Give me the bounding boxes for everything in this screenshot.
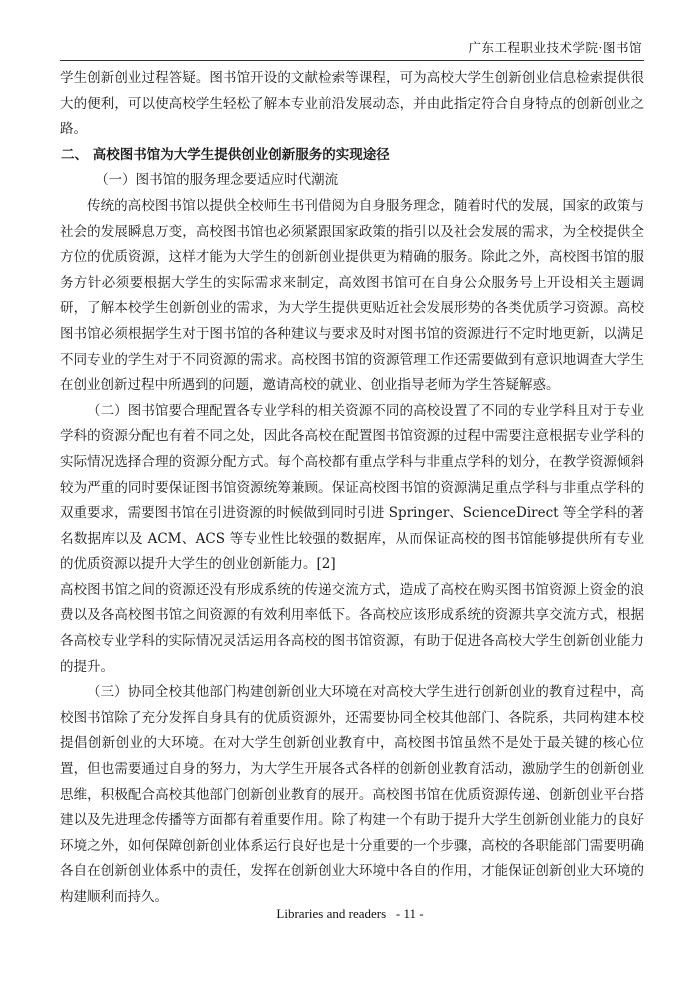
running-header: 广东工程职业技术学院·图书馆: [468, 40, 642, 55]
subsection-heading: （一）图书馆的服务理念要适应时代潮流: [95, 172, 339, 189]
paragraph: 传统的高校图书馆以提供全校师生书刊借阅为自身服务理念，随着时代的发展，国家的政策与社会的发展瞬息万变，高校图书馆也必须紧跟国家政策的指引以及社会发展的需求，为全校提供全方位的优质资源，这样才能为大学生的创新创业提供更为精确的服务。除此之外，高校图书馆的服务方针必须要根据大学生的实际需求来制定，高效图书馆可在自身公众服务号上开设相关主题调研，了解本校学生创新创业的需求，为大学生提供更贴近社会发展形势的各类优质学习资源。高校图书馆必须根据学生对于图书馆的各种建议与要求及时对图书馆的资源进行不定时地更新，以满足不同专业的学生对于不同资源的需求。高校图书馆的资源管理工作还需要做到有意识地调查大学生在创业创新过程中所遇到的问题，邀请高校的就业、创业指导老师为学生答疑解惑。: [60, 197, 644, 394]
paragraph: （二）图书馆要合理配置各专业学科的相关资源不同的高校设置了不同的专业学科且对于专业学科的资源分配也有着不同之处，因此各高校在配置图书馆资源的过程中需要注意根据专业学科的实际情况选择合理的资源分配方式。每个高校都有重点学科与非重点学科的划分，在教学资源倾斜较为严重的同时要保证图书馆资源统筹兼顾。保证高校图书馆的资源满足重点学科与非重点学科的双重要求，需要图书馆在引进资源的时候做到同时引进 Springer、ScienceDirect 等全学科的著名数据库以及 ACM、ACS 等专业性比较强的数据库，从而保证高校的图书馆能够提供所有专业的优质资源以提升大学生的创业创新能力。[2]: [60, 402, 644, 573]
header-rule: [60, 60, 644, 61]
paragraph: 高校图书馆之间的资源还没有形成系统的传递交流方式，造成了高校在购买图书馆资源上资金的浪费以及各高校图书馆之间资源的有效利用率低下。各高校应该形成系统的资源共享交流方式，根据各高校专业学科的实际情况灵活运用各高校的图书馆资源，有助于促进各高校大学生创新创业能力的提升。: [60, 581, 644, 675]
section-heading: 二、 高校图书馆为大学生提供创业创新服务的实现途径: [61, 146, 390, 163]
body-text: [60, 66, 644, 911]
page-footer: Libraries and readers - 11 -: [276, 906, 424, 921]
paragraph: （三）协同全校其他部门构建创新创业大环境在对高校大学生进行创新创业的教育过程中，高校图书馆除了充分发挥自身具有的优质资源外，还需要协同全校其他部门、各院系，共同构建本校提倡创新创业的大环境。在对大学生创新创业教育中，高校图书馆虽然不是处于最关键的核心位置，但也需要通过自身的努力，为大学生开展各式各样的创新创业教育活动，激励学生的创新创业思维，积极配合高校其他部门创新创业教育的展开。高校图书馆在优质资源传递、创新创业平台搭建以及先进理念传播等方面都有着重要作用。除了构建一个有助于提升大学生创新创业能力的良好环境之外，如何保障创新创业体系运行良好也是十分重要的一个步骤，高校的各职能部门需要明确各自在创新创业体系中的责任，发挥在创新创业大环境中各自的作用，才能保证创新创业大环境的构建顺利而持久。: [60, 684, 644, 905]
paragraph-continuation: 学生创新创业过程答疑。图书馆开设的文献检索等课程，可为高校大学生创新创业信息检索提供很大的便利，可以使高校学生轻松了解本专业前沿发展动态，并由此指定符合自身特点的创新创业之路。: [60, 70, 644, 138]
